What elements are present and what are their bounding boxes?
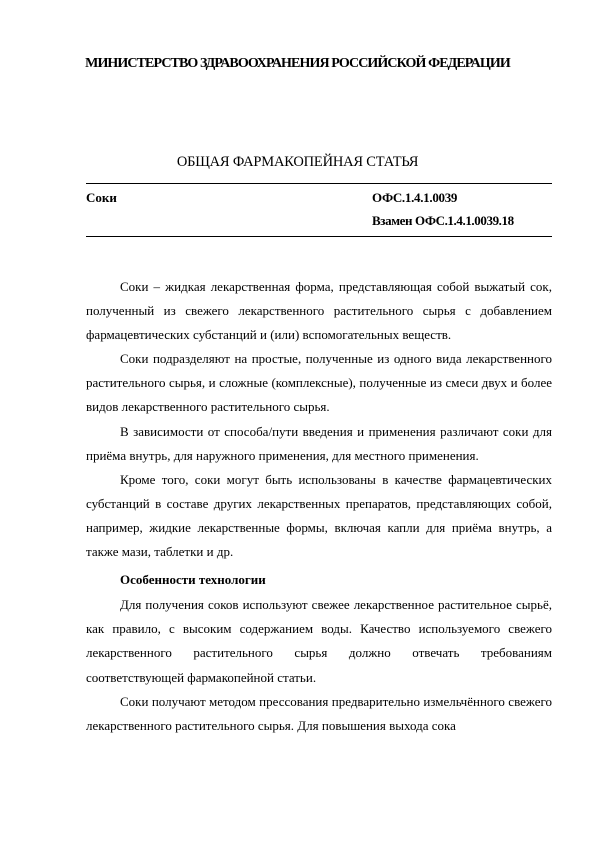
article-code: ОФС.1.4.1.0039 bbox=[372, 190, 458, 205]
body-paragraph: Кроме того, соки могут быть использованы в качестве фармацевтических субстанций в составе других лекарственных препаратов, представляющих собой, например, жидкие лекарственные формы, включая капли для приёма внутрь, а также мази, таблетки и др. bbox=[86, 471, 552, 560]
body-paragraph: Соки – жидкая лекарственная форма, представляющая собой выжатый сок, полученный из свежего лекарственного растительного сырья с добавлением фармацевтических субстанций и (или) вспомогательных веществ. bbox=[86, 279, 552, 343]
section-heading: Особенности технологии bbox=[120, 572, 266, 588]
ministry-header: МИНИСТЕРСТВО ЗДРАВООХРАНЕНИЯ РОССИЙСКОЙ ФЕДЕРАЦИИ bbox=[85, 56, 510, 71]
top-rule bbox=[86, 183, 552, 184]
article-body bbox=[86, 275, 552, 738]
body-paragraph: Для получения соков используют свежее лекарственное растительное сырьё, как правило, с высоким содержанием воды. Качество используемого свежего лекарственного растительного сырья должно отвечать требованиям соответствующей фармакопейной статьи. bbox=[86, 597, 552, 685]
body-paragraph: В зависимости от способа/пути введения и применения различают соки для приёма внутрь, для наружного применения, для местного применения. bbox=[86, 423, 552, 463]
bottom-rule bbox=[86, 236, 552, 237]
body-paragraph: Соки получают методом прессования предварительно измельчённого свежего лекарственного растительного сырья. Для повышения выхода сока bbox=[86, 693, 552, 733]
article-replaces: Взамен ОФС.1.4.1.0039.18 bbox=[372, 213, 514, 228]
article-subject: Соки bbox=[86, 190, 117, 205]
document-title: ОБЩАЯ ФАРМАКОПЕЙНАЯ СТАТЬЯ bbox=[176, 154, 419, 170]
body-paragraph: Соки подразделяют на простые, полученные из одного вида лекарственного растительного сырья, и сложные (комплексные), полученные из смеси двух и более видов лекарственного растительного сырья. bbox=[86, 351, 552, 415]
